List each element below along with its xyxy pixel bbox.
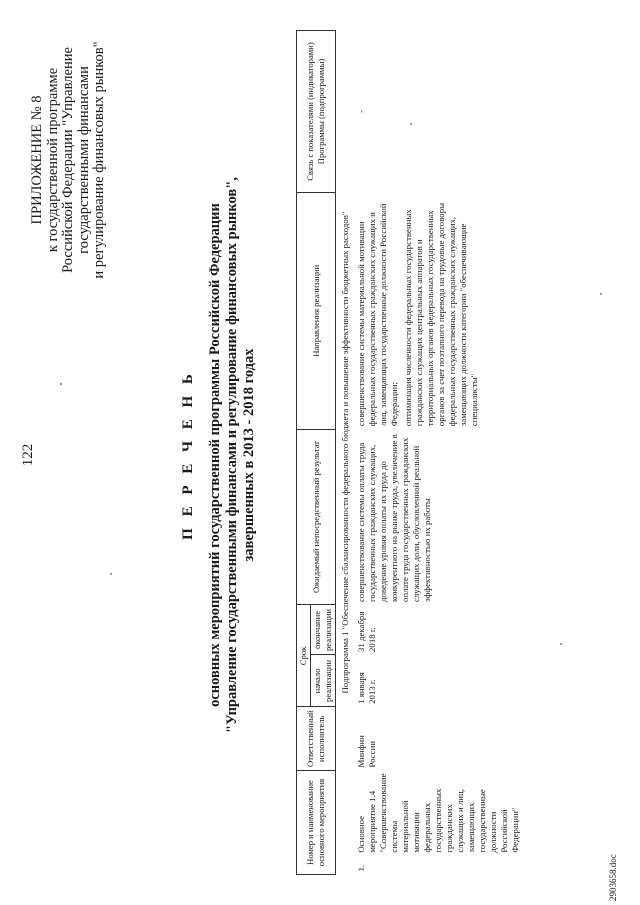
subprogram-row [336, 31, 356, 875]
header-result: Ожидаемый непосредственный результат [297, 429, 336, 605]
row-measure-name: Основное мероприятие 1.4 "Совершенствование системы материальной мотивации федеральных государственных гражданских служащих и лиц, замещающих государственные должности Российской Федерации" [356, 773, 520, 853]
file-name: 2903658.doc [608, 854, 618, 901]
header-directions: Направления реализации [297, 193, 336, 430]
table-row [355, 31, 522, 875]
page-number: 122 [20, 443, 36, 467]
appendix-line: и регулирование финансовых рынков" [91, 41, 107, 279]
heading-title: П Е Р Е Ч Е Н Ь [180, 370, 196, 540]
row-directions [355, 193, 522, 430]
direction-item: оптимизация численности федеральных государственных гражданских служащих центральных аппаратов и территориальных органов федеральных государственных органов за счет поэтапного перевода на трудовые договоры федеральных государственных гражданских служащих, замещающих должности категории "обеспечивающие специалисты" [403, 202, 479, 427]
row-start: 1 января 2013 г. [356, 672, 377, 704]
row-end: 31 декабря 2018 г. [356, 611, 377, 652]
header-indicators: Связь с показателями (индикаторами) Программы (подпрограммы) [297, 31, 336, 193]
row-indicators: - [356, 110, 366, 113]
scan-speck [60, 383, 62, 385]
appendix-line: Российской Федерации "Управление [60, 47, 76, 273]
scan-speck [410, 123, 412, 125]
row-number: 1. [356, 864, 366, 872]
header-term: Срок [297, 605, 311, 707]
scan-speck [560, 643, 562, 645]
measures-table [296, 30, 522, 875]
document-heading [180, 145, 258, 765]
row-executor: Минфин России [356, 735, 377, 768]
appendix-line: государственными финансами [75, 66, 92, 254]
heading-line: основных мероприятий государственной программы Российской Федерации [207, 203, 223, 707]
direction-item: совершенствование системы материальной мотивации федеральных государственных гражданских служащих и лиц, замещающих государственные должности Российской Федерации; [356, 203, 399, 427]
scan-speck [600, 293, 602, 295]
scan-speck [110, 573, 112, 575]
heading-line: завершенных в 2013 - 2018 годах [241, 348, 257, 562]
subprogram-title: Подпрограмма 1 "Обеспечение сбалансированности федерального бюджета и повышение эффективности бюджетных расходов" [340, 211, 350, 694]
header-executor: Ответственный исполнитель [297, 707, 336, 771]
header-row [297, 31, 311, 875]
header-end: окончание реализации [311, 605, 336, 655]
header-number-name: Номер и наименование основного мероприятия [297, 771, 336, 875]
row-result: совершенствование системы оплаты труда государственных гражданских служащих, доведение уровня оплаты их труда до конкурентного на рынке труда, увеличение в оплате труда государственных гражданских служащих доли, обусловленной реальной эффективностью их работы [356, 434, 432, 602]
heading-line: "Управление государственными финансами и регулирование финансовых рынков", [224, 177, 240, 733]
appendix-line: ПРИЛОЖЕНИЕ № 8 [29, 95, 45, 225]
appendix-block [30, 15, 108, 305]
appendix-line: к государственной программе [44, 67, 61, 253]
header-start: начало реализации [311, 655, 336, 707]
